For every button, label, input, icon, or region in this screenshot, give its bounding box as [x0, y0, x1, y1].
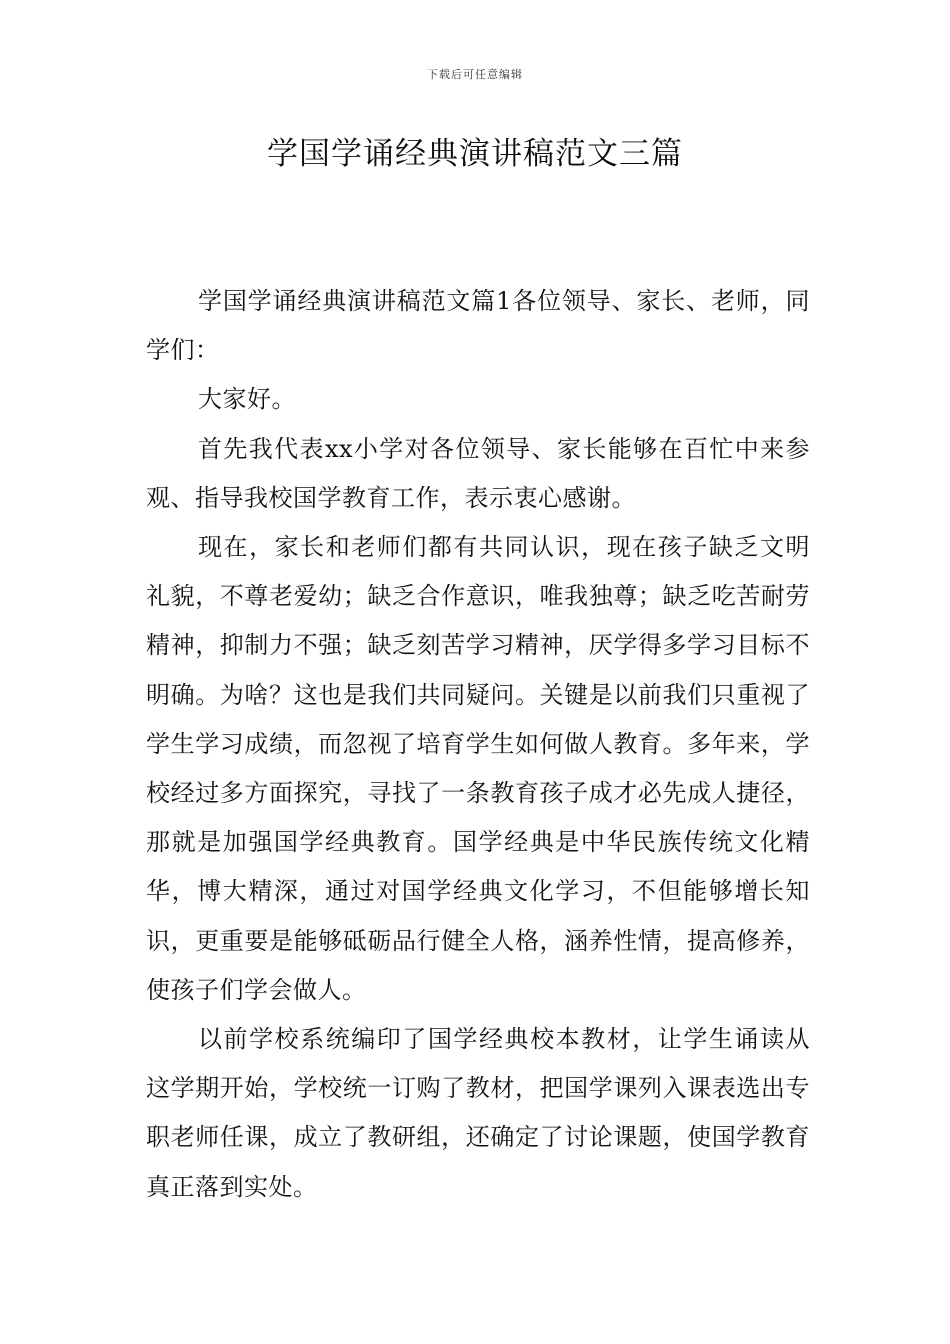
- paragraph-4: 现在，家长和老师们都有共同认识，现在孩子缺乏文明礼貌，不尊老爱幼；缺乏合作意识，唯我独尊；缺乏吃苦耐劳精神，抑制力不强；缺乏刻苦学习精神，厌学得多学习目标不明确。为啥？这也是我们共同疑问。关键是以前我们只重视了学生学习成绩，而忽视了培育学生如何做人教育。多年来，学校经过多方面探究，寻找了一条教育孩子成才必先成人捷径，那就是加强国学经典教育。国学经典是中华民族传统文化精华，博大精深，通过对国学经典文化学习，不但能够增长知识，更重要是能够砥砺品行健全人格，涵养性情，提高修养，使孩子们学会做人。: [146, 533, 810, 1004]
- header-note: 下载后可任意编辑: [427, 68, 523, 81]
- paragraph-3: 首先我代表xx小学对各位领导、家长能够在百忙中来参观、指导我校国学教育工作，表示衷心感谢。: [146, 434, 810, 512]
- paragraph-2: 大家好。: [198, 385, 296, 414]
- paragraph-5: 以前学校系统编印了国学经典校本教材，让学生诵读从这学期开始，学校统一订购了教材，把国学课列入课表选出专职老师任课，成立了教研组，还确定了讨论课题，使国学教育真正落到实处。: [146, 1025, 810, 1201]
- paragraph-1: 学国学诵经典演讲稿范文篇1各位领导、家长、老师，同学们：: [146, 287, 810, 365]
- document-title: 学国学诵经典演讲稿范文三篇: [267, 136, 683, 172]
- document-body: [146, 277, 810, 1212]
